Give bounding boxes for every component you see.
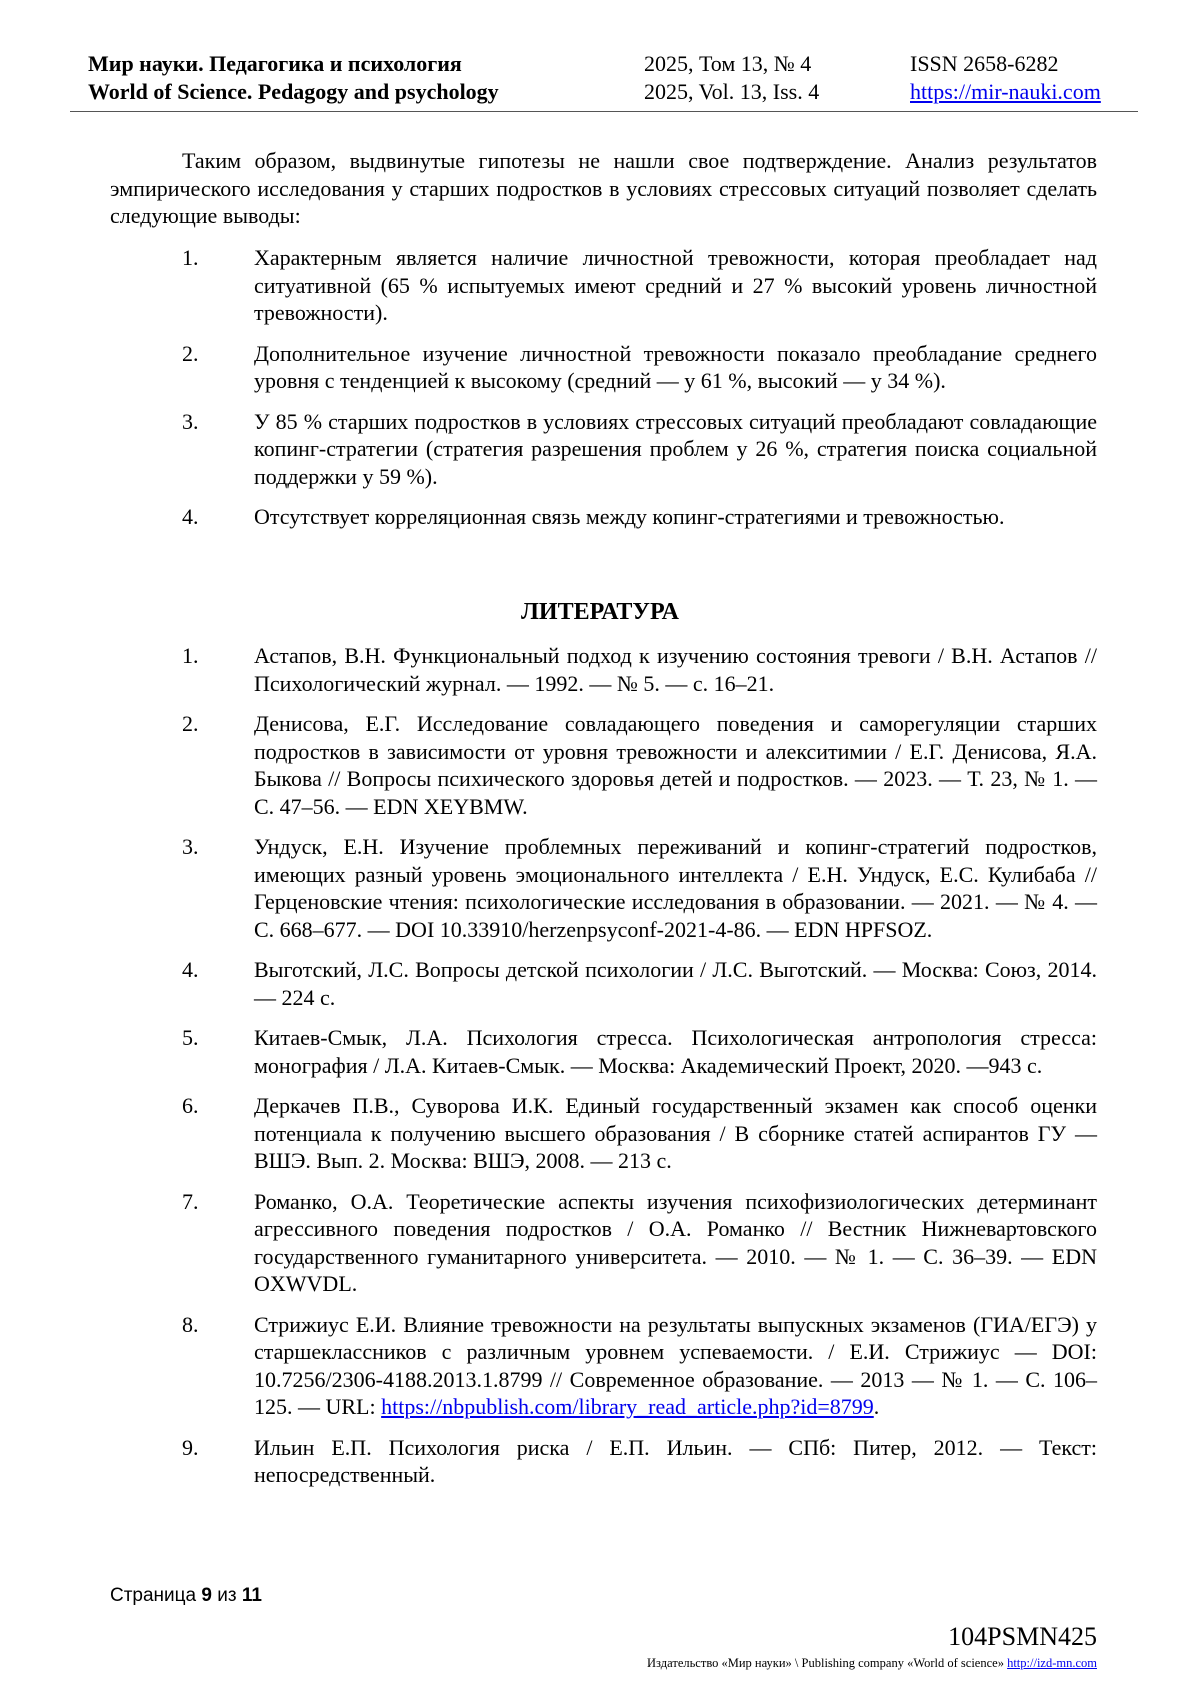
issue-ru: 2025, Том 13, № 4: [644, 51, 812, 76]
literature-heading: ЛИТЕРАТУРА: [521, 599, 679, 625]
references-list: [110, 642, 1097, 1489]
reference-item: 4. Выготский, Л.С. Вопросы детской психологии / Л.С. Выготский. — Москва: Союз, 2014. — 224 с.: [182, 957, 1097, 1010]
conclusions-list: [110, 244, 1097, 531]
page-number: Страница 9 из 11: [110, 1585, 262, 1606]
list-item: 2. Дополнительное изучение личностной тревожности показало преобладание среднего уровня с тенденцией к высокому (средний — у 61 %, высокий — у 34 %).: [182, 340, 1097, 393]
reference-item: 1. Астапов, В.Н. Функциональный подход к изучению состояния тревоги / В.Н. Астапов // Психологический журнал. — 1992. — № 5. — с. 16–21.: [182, 643, 1097, 696]
reference-url-link[interactable]: https://nbpublish.com/library_read_article.php?id=8799: [381, 1394, 874, 1419]
issue-en: 2025, Vol. 13, Iss. 4: [644, 79, 820, 104]
reference-item: 2. Денисова, Е.Г. Исследование совладающего поведения и саморегуляции старших подростков в зависимости от уровня тревожности и алекситимии / Е.Г. Денисова, Я.А. Быкова // Вопросы психического здоровья детей и подростков. — 2023. — Т. 23, № 1. — С. 47–56. — EDN XEYBMW.: [182, 711, 1097, 819]
issn: ISSN 2658-6282: [910, 51, 1059, 76]
list-item: 3. У 85 % старших подростков в условиях стрессовых ситуаций преобладают совладающие копинг-стратегии (стратегия разрешения проблем у 26 %, стратегия поиска социальной поддержки у 59 %).: [182, 408, 1097, 489]
reference-item: 7. Романко, О.А. Теоретические аспекты изучения психофизиологических детерминант агрессивного поведения подростков / О.А. Романко // Вестник Нижневартовского государственного гуманитарного университета. — 2010. — № 1. — С. 36–39. — EDN OXWVDL.: [182, 1188, 1097, 1296]
publisher-line: Издательство «Мир науки» \ Publishing company «World of science» http://izd-mn.com: [647, 1656, 1097, 1670]
header-divider: [70, 111, 1138, 112]
article-code: 104PSMN425: [948, 1622, 1097, 1651]
journal-site-link[interactable]: https://mir-nauki.com: [910, 79, 1101, 104]
intro-paragraph: Таким образом, выдвинутые гипотезы не нашли свое подтверждение. Анализ результатов эмпирического исследования у старших подростков в условиях стрессовых ситуаций позволяет сделать следующие выводы:: [110, 148, 1097, 228]
reference-item: 3. Ундуск, Е.Н. Изучение проблемных переживаний и копинг-стратегий подростков, имеющих разный уровень эмоционального интеллекта / Е.Н. Ундуск, Е.С. Кулибаба // Герценовские чтения: психологические исследования в образовании. — 2021. — № 4. — С. 668–677. — DOI 10.33910/herzenpsyconf-2021-4-86. — EDN HPFSOZ.: [182, 834, 1097, 942]
reference-item: 5. Китаев-Смык, Л.А. Психология стресса. Психологическая антропология стресса: монография / Л.А. Китаев-Смык. — Москва: Академический Проект, 2020. —943 с.: [182, 1025, 1097, 1078]
publisher-link[interactable]: http://izd-mn.com: [1007, 1656, 1097, 1670]
list-item: 4. Отсутствует корреляционная связь между копинг-стратегиями и тревожностью.: [182, 504, 1005, 529]
journal-title-ru: Мир науки. Педагогика и психология: [88, 51, 462, 76]
reference-item: 6. Деркачев П.В., Суворова И.К. Единый государственный экзамен как способ оценки потенциала к получению высшего образования / В сборнике статей аспирантов ГУ — ВШЭ. Вып. 2. Москва: ВШЭ, 2008. — 213 с.: [182, 1093, 1097, 1173]
reference-item: 9. Ильин Е.П. Психология риска / Е.П. Ильин. — СПб: Питер, 2012. — Текст: непосредственный.: [182, 1434, 1097, 1487]
reference-item: 8. Стрижиус Е.И. Влияние тревожности на результаты выпускных экзаменов (ГИА/ЕГЭ) у старшеклассников с различным уровнем успеваемости. / Е.И. Стрижиус — DOI: 10.7256/2306-4188.2013.1.8799 // Современное образование. — 2013 — № 1. — С. 106–125. — URL: https://nbpublish.com/library_read_article.php?id=8799.: [182, 1311, 1097, 1419]
journal-title-en: World of Science. Pedagogy and psychology: [88, 79, 499, 104]
list-item: 1. Характерным является наличие личностной тревожности, которая преобладает над ситуативной (65 % испытуемых имеют средний и 27 % высокий уровень личностной тревожности).: [182, 245, 1097, 325]
